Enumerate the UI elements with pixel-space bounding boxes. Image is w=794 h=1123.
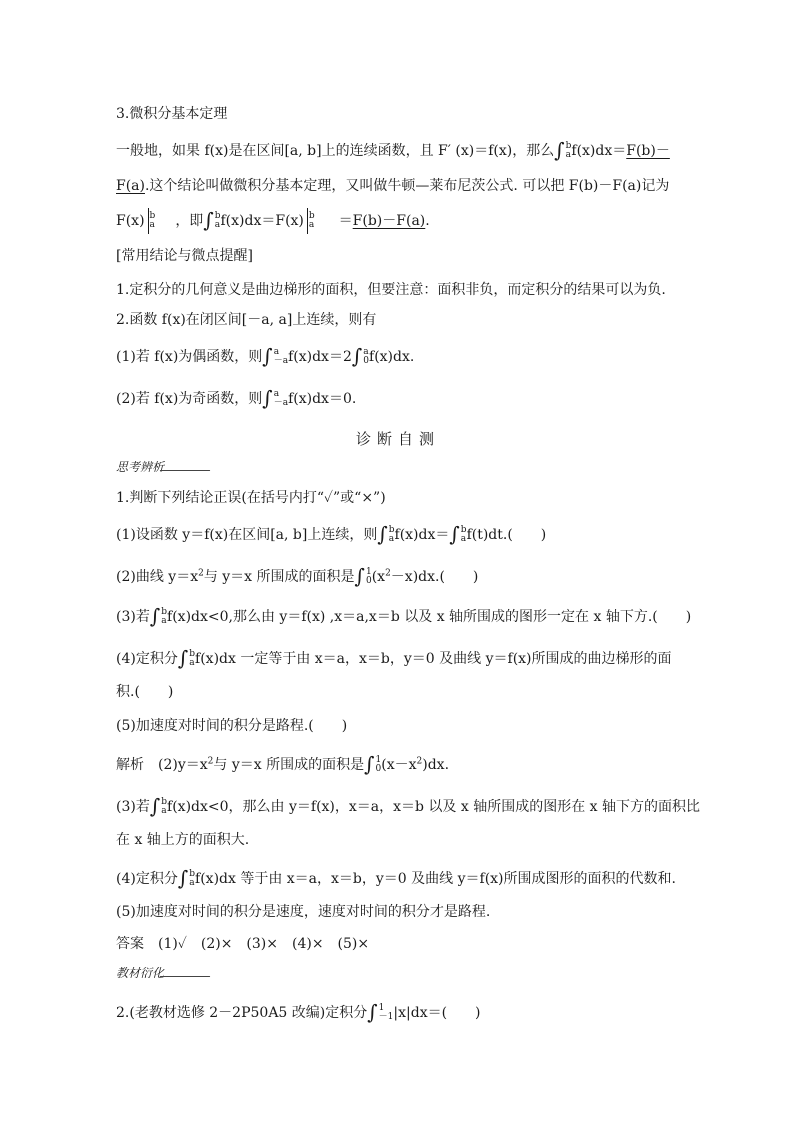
underlined-answer: F(b)－F(a) <box>352 213 426 229</box>
integral-sign: ∫ <box>449 522 460 546</box>
eval-limits: b a <box>308 211 315 230</box>
integral-sign: ∫ <box>149 794 161 818</box>
solution-4: (4)定积分∫b af(x)dx 等于由 x＝a，x＝b，y＝0 及曲线 y＝f(x)所围成图形的面积的代数和. <box>116 866 676 890</box>
integral-sign: ∫ <box>364 752 375 776</box>
solution-3-cont: 在 x 轴上方的面积大. <box>116 832 250 848</box>
item-3: (3)若∫b af(x)dx<0,那么由 y＝f(x) ,x＝a,x＝b 以及 x 轴所围成的图形一定在 x 轴下方.( ) <box>116 604 692 628</box>
question-1: 1.判断下列结论正误(在括号内打“✓”或“×”) <box>116 490 386 506</box>
tag-thinking: 思考辨析 <box>116 458 210 475</box>
solution-3: (3)若∫b af(x)dx<0，那么由 y＝f(x)，x＝a，x＝b 以及 x 轴所围成的图形在 x 轴下方的面积比 <box>116 794 701 818</box>
note-2: 2.函数 f(x)在闭区间[－a, a]上连续，则有 <box>116 312 377 328</box>
integral-limits: b a <box>189 649 196 668</box>
integral-limits: b a <box>161 797 168 816</box>
evaluation-bar <box>148 208 149 234</box>
item-4: (4)定积分∫b af(x)dx 一定等于由 x＝a，x＝b，y＝0 及曲线 y＝f(x)所围成的曲边梯形的面 <box>116 646 672 670</box>
text: F(x) <box>116 213 145 229</box>
integral-sign: ∫ <box>262 386 273 410</box>
text: f(x)dx＝F(x) <box>220 213 304 229</box>
evaluation-bar <box>307 208 308 234</box>
integral-sign: ∫ <box>177 866 189 890</box>
theorem-line-3 <box>116 208 430 234</box>
integral-limits: 1 0 <box>365 567 372 586</box>
item-2: (2)曲线 $y=x^2$与 y＝x 所围成的面积是∫1 $0(x^2-x)dx$.( ) <box>116 564 479 588</box>
theorem-line-1 <box>116 138 670 161</box>
underlined-answer: F(a) <box>116 178 145 194</box>
integral-limits: b a <box>460 525 467 544</box>
text: 一般地，如果 f(x)是在区间[a, b]上的连续函数，且 F′ (x)＝f(x)，那么 <box>116 143 555 159</box>
integral-sign: ∫ <box>177 646 189 670</box>
solution-2: 解析 $(2)y=x^2$与 y＝x 所围成的面积是∫1 $0(x-x^2)dx$. <box>116 752 450 776</box>
integral-limits: b a <box>161 607 168 626</box>
solution-5: (5)加速度对时间的积分是速度，速度对时间的积分才是路程. <box>116 904 491 920</box>
item-5: (5)加速度对时间的积分是路程.( ) <box>116 718 348 734</box>
text: ，即 <box>175 213 204 229</box>
question-2: 2.(老教材选修 2－2P50A5 改编)定积分∫1 －1|x|dx＝( ) <box>116 1000 481 1024</box>
integral-limits: a －a <box>273 389 289 408</box>
integral-sign: ∫ <box>554 138 565 162</box>
eval-limits: b a <box>149 211 156 230</box>
notes-heading: [常用结论与微点提醒] <box>116 248 253 264</box>
integral-limits: 1 －1 <box>378 1003 394 1022</box>
integral-limits: b a <box>189 869 196 888</box>
integral-limits: 1 0 <box>375 755 382 774</box>
text: . <box>425 213 430 229</box>
integral-sign: ∫ <box>203 208 214 232</box>
integral-limits: a 0 <box>363 347 370 366</box>
integral-sign: ∫ <box>377 522 388 546</box>
item-4-cont: 积.( ) <box>116 684 174 700</box>
text: f(x)dx＝ <box>571 143 627 159</box>
tag-textbook: 教材衍化 <box>116 964 210 981</box>
answer-line: 答案 (1)✓ (2)× (3)× (4)× (5)× <box>116 936 370 952</box>
text: ＝ <box>338 213 353 229</box>
integral-sign: ∫ <box>262 344 273 368</box>
diagnosis-heading: 诊断自测 <box>355 430 440 448</box>
integral-limits: b a <box>388 525 395 544</box>
note-2-even: (1)若 f(x)为偶函数，则∫a －af(x)dx＝2∫a 0f(x)dx. <box>116 344 415 368</box>
theorem-line-2 <box>116 176 669 196</box>
integral-limits: b a <box>214 211 221 230</box>
integral-limits: a －a <box>273 347 289 366</box>
note-1: 1.定积分的几何意义是曲边梯形的面积，但要注意：面积非负，而定积分的结果可以为负. <box>116 282 666 298</box>
section-title: 3.微积分基本定理 <box>116 106 228 122</box>
item-1: (1)设函数 y＝f(x)在区间[a, b]上连续，则∫b af(x)dx＝∫b af(t)dt.( ) <box>116 522 547 546</box>
integral-sign: ∫ <box>354 564 365 588</box>
note-2-odd: (2)若 f(x)为奇函数，则∫a －af(x)dx＝0. <box>116 386 357 410</box>
underlined-answer: F(b)－ <box>626 143 670 159</box>
integral-sign: ∫ <box>149 604 161 628</box>
integral-sign: ∫ <box>367 1000 378 1024</box>
text: .这个结论叫做微积分基本定理，又叫做牛顿—莱布尼茨公式. 可以把 F(b)－F(a)记为 <box>144 178 670 194</box>
integral-limits: b a <box>565 141 572 160</box>
integral-sign: ∫ <box>351 344 363 368</box>
